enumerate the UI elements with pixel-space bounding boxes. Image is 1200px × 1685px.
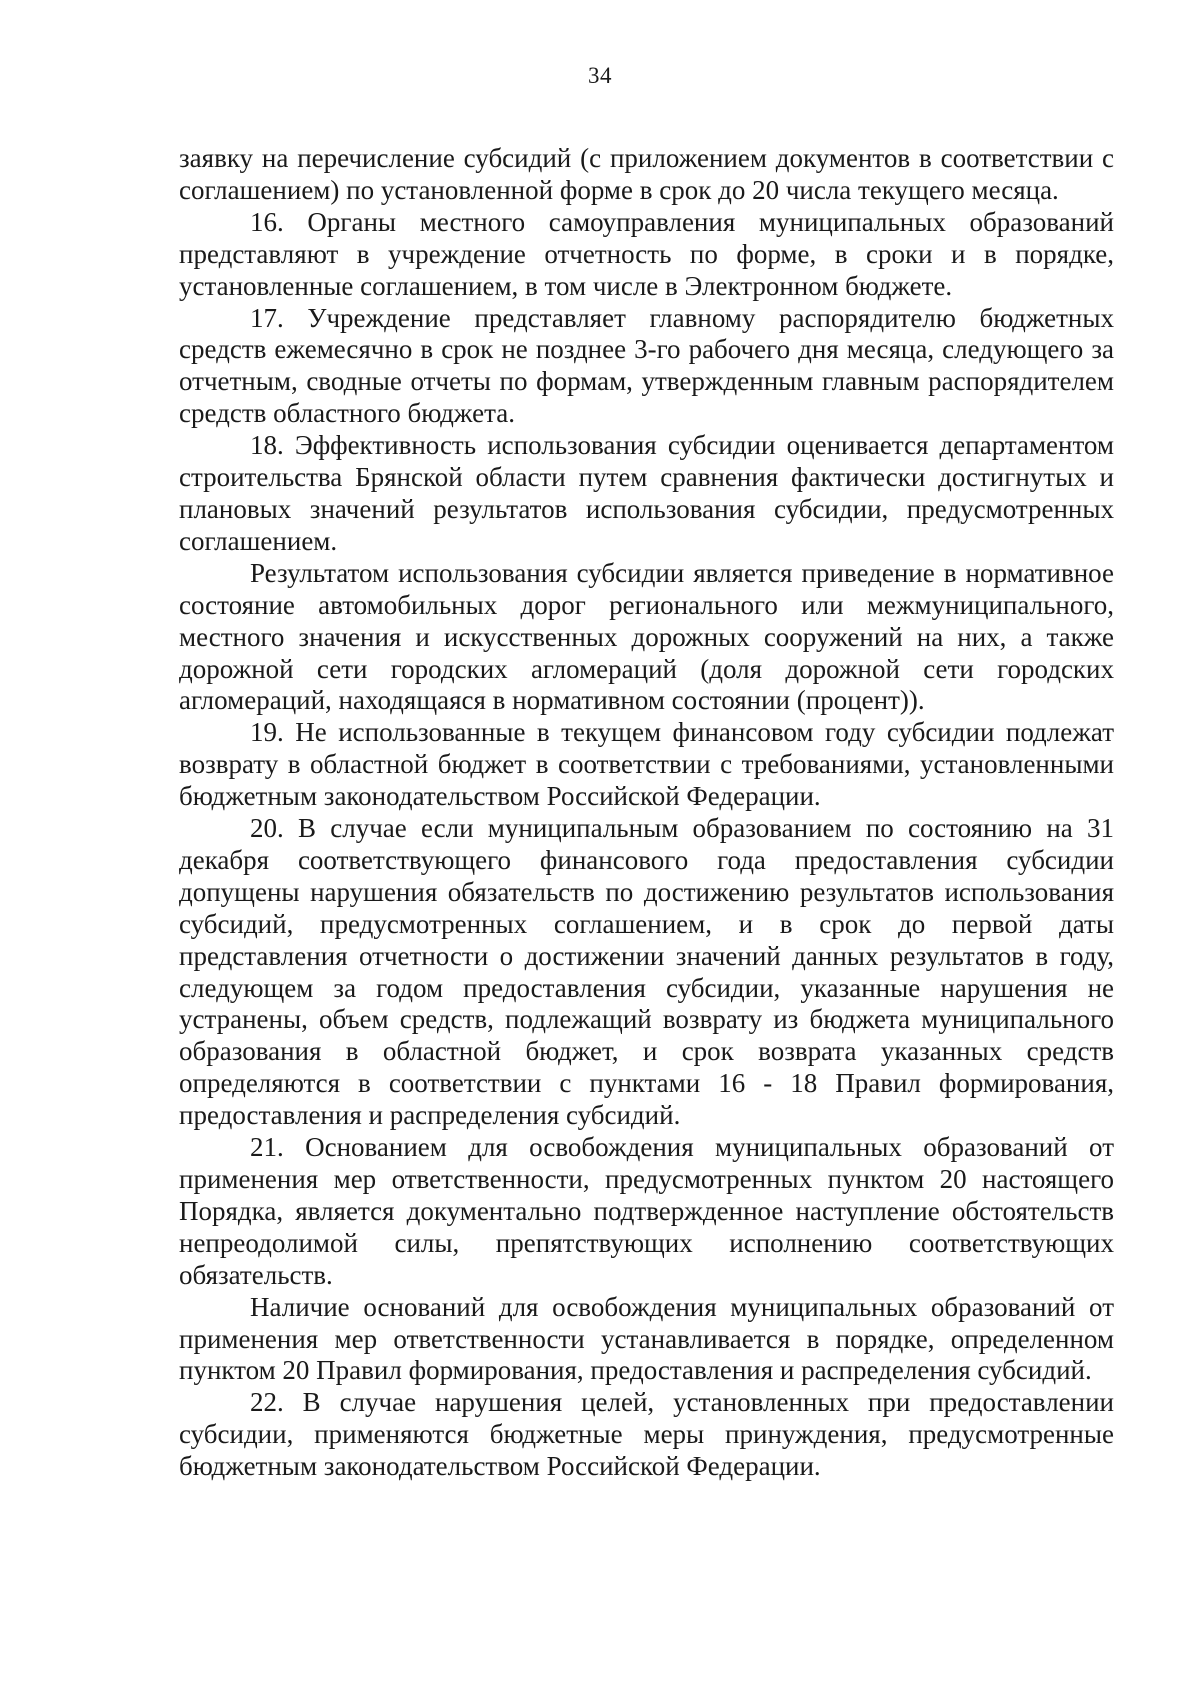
- paragraph-17: 17. Учреждение представляет главному распорядителю бюджетных средств ежемесячно в срок не позднее 3-го рабочего дня месяца, следующего за отчетным, сводные отчеты по формам, утвержденным главным распорядителем средств областного бюджета.: [179, 302, 1114, 429]
- paragraph-21-grounds: Наличие оснований для освобождения муниципальных образований от применения мер ответственности устанавливается в порядке, определенном пунктом 20 Правил формирования, предоставления и распределения субсидий.: [179, 1291, 1114, 1386]
- paragraph-19: 19. Не использованные в текущем финансовом году субсидии подлежат возврату в областной бюджет в соответствии с требованиями, установленными бюджетным законодательством Российской Федерации.: [179, 717, 1114, 812]
- paragraph-18-result: Результатом использования субсидии является приведение в нормативное состояние автомобильных дорог регионального или межмуниципального, местного значения и искусственных дорожных сооружений на них, а также дорожной сети городских агломераций (доля дорожной сети городских агломераций, находящаяся в нормативном состоянии (процент)).: [179, 557, 1114, 716]
- paragraph-continuation: заявку на перечисление субсидий (с приложением документов в соответствии с соглашением) по установленной форме в срок до 20 числа текущего месяца.: [179, 143, 1114, 205]
- paragraph-22: 22. В случае нарушения целей, установленных при предоставлении субсидии, применяются бюджетные меры принуждения, предусмотренные бюджетным законодательством Российской Федерации.: [179, 1387, 1114, 1482]
- paragraph-16: 16. Органы местного самоуправления муниципальных образований представляют в учреждение отчетность по форме, в сроки и в порядке, установленные соглашением, в том числе в Электронном бюджете.: [179, 206, 1114, 301]
- paragraph-20: 20. В случае если муниципальным образованием по состоянию на 31 декабря соответствующего финансового года предоставления субсидии допущены нарушения обязательств по достижению результатов использования субсидий, предусмотренных соглашением, и в срок до первой даты представления отчетности о достижении значений данных результатов в году, следующем за годом предоставления субсидии, указанные нарушения не устранены, объем средств, подлежащий возврату из бюджета муниципального образования в областной бюджет, и срок возврата указанных средств определяются в соответствии с пунктами 16 - 18 Правил формирования, предоставления и распределения субсидий.: [179, 813, 1114, 1131]
- document-body: [179, 143, 1114, 1483]
- paragraph-18: 18. Эффективность использования субсидии оценивается департаментом строительства Брянской области путем сравнения фактически достигнутых и плановых значений результатов использования субсидии, предусмотренных соглашением.: [179, 430, 1114, 556]
- paragraph-21: 21. Основанием для освобождения муниципальных образований от применения мер ответственности, предусмотренных пунктом 20 настоящего Порядка, является документально подтвержденное наступление обстоятельств непреодолимой силы, препятствующих исполнению соответствующих обязательств.: [179, 1132, 1114, 1290]
- page-number: 34: [588, 63, 612, 88]
